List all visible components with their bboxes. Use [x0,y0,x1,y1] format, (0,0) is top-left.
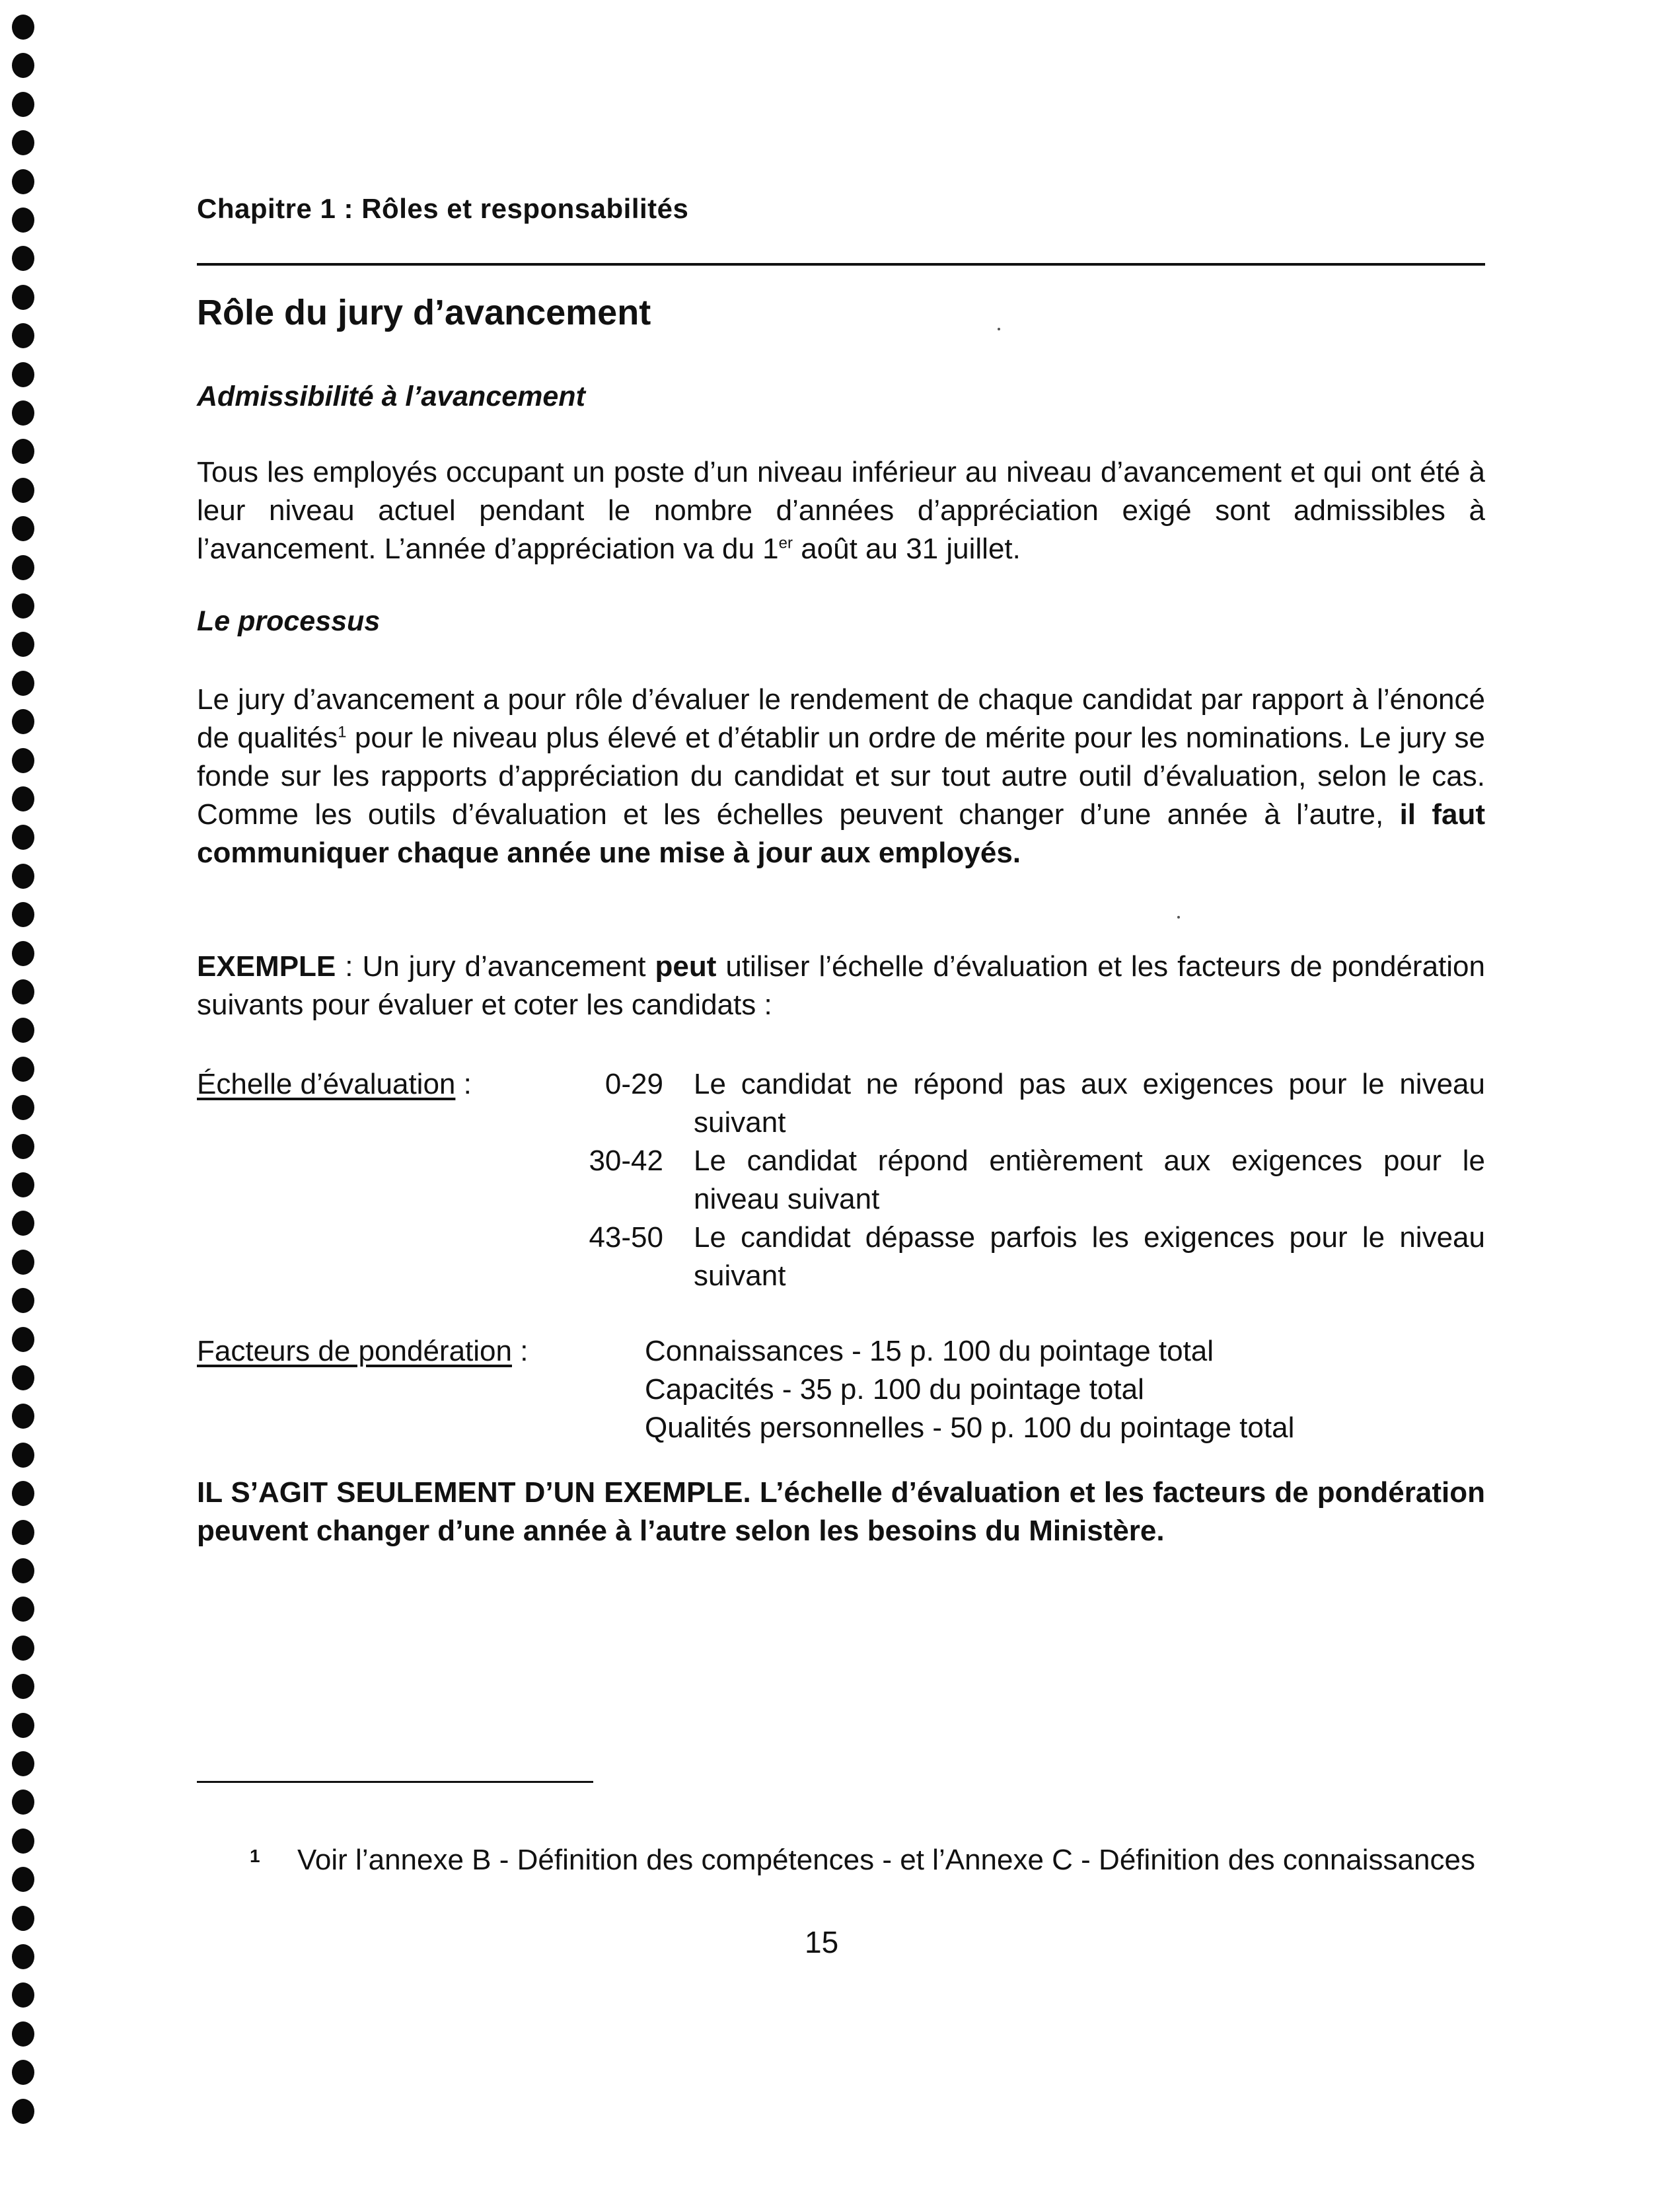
binding-hole [12,1211,34,1236]
binding-hole [12,1906,34,1931]
binding-hole [12,2021,34,2047]
binding-hole [12,53,34,78]
eligibility-text-1: Tous les employés occupant un poste d’un niveau inférieur au niveau d’avancement et qui ont été à leur niveau actuel pendant le nombre d’années d’appréciation exigé sont admissibles à l’avancement. L’année d’appréciation va du 1 [197,456,1485,565]
process-paragraph [197,681,1485,872]
binding-hole [12,1867,34,1892]
binding-hole [12,478,34,503]
example-text-bold: peut [655,950,717,983]
page-number: 15 [805,1925,839,1959]
binding-hole [12,92,34,117]
binding-hole [12,786,34,811]
binding-hole [12,748,34,773]
process-text-2: pour le niveau plus élevé et d’établir un ordre de mérite pour les nominations. Le jury se fonde sur les rapports d’appréciation du candidat et sur tout autre outil d’évaluation, selon le cas. Comme les outils d’évaluation et les échelles peuvent changer d’une année à l’autre, [197,722,1486,831]
footnote-reference: 1 [338,723,347,741]
binding-hole [12,1558,34,1583]
footnote-rule [197,1781,593,1783]
binding-hole [12,439,34,464]
rating-scale-description: Le candidat ne répond pas aux exigences pour le niveau suivant [694,1068,1485,1139]
rating-scale-label-text: Échelle d’évaluation [197,1068,456,1100]
binding-hole [12,709,34,734]
section-title: Rôle du jury d’avancement [197,293,651,332]
binding-hole [12,1944,34,1969]
binding-hole [12,671,34,696]
footnote-text: Voir l’annexe B - Définition des compétences - et l’Annexe C - Définition des connaissances [297,1844,1475,1876]
example-paragraph [197,948,1485,1024]
rating-scale-range: 0-29 [604,1068,663,1100]
binding-hole [12,1443,34,1468]
binding-hole [12,246,34,271]
rating-scale-description: Le candidat dépasse parfois les exigences pour le niveau suivant [694,1221,1485,1292]
eligibility-heading: Admissibilité à l’avancement [197,381,585,412]
disclaimer-paragraph: IL S’AGIT SEULEMENT D’UN EXEMPLE. L’échelle d’évaluation et les facteurs de pondération peuvent changer d’une année à l’autre selon les besoins du Ministère. [197,1476,1485,1547]
binding-hole [12,1713,34,1738]
scan-speck [998,328,1000,330]
weighting-label-text: Facteurs de pondération [197,1335,512,1367]
process-text-bold: il faut communiquer chaque année une mise à jour aux employés. [197,798,1485,869]
eligibility-text-2: août au 31 juillet. [792,533,1021,565]
scan-speck [1177,916,1180,919]
binding-hole [12,169,34,194]
binding-hole [12,400,34,426]
header-rule [197,263,1485,266]
chapter-heading: Chapitre 1 : Rôles et responsabilités [197,193,689,224]
eligibility-paragraph [197,453,1485,568]
binding-hole [12,979,34,1004]
weighting-item: Connaissances - 15 p. 100 du pointage total [645,1335,1214,1367]
binding-hole [12,1095,34,1120]
weighting-label [197,1332,528,1371]
weighting-item: Capacités - 35 p. 100 du pointage total [645,1373,1144,1406]
binding-hole [12,1018,34,1043]
binding-hole [12,825,34,850]
binding-hole [12,632,34,657]
example-label: EXEMPLE [197,950,336,983]
binding-hole [12,323,34,348]
footnote-marker: 1 [250,1846,260,1866]
binding-hole [12,1365,34,1390]
binding-hole [12,941,34,966]
binding-holes [0,0,46,2186]
binding-hole [12,555,34,580]
binding-hole [12,1481,34,1506]
process-heading: Le processus [197,605,381,637]
rating-scale-label [197,1065,472,1104]
weighting-label-suffix: : [511,1335,529,1367]
binding-hole [12,1674,34,1699]
example-text-2: utiliser l’échelle d’évaluation et les facteurs de pondération suivants pour évaluer et coter les candidats : [197,950,1485,1021]
binding-hole [12,593,34,619]
binding-hole [12,2060,34,2085]
binding-hole [12,1597,34,1622]
binding-hole [12,130,34,155]
rating-scale-description: Le candidat répond entièrement aux exigences pour le niveau suivant [694,1145,1485,1215]
binding-hole [12,1828,34,1854]
binding-hole [12,2099,34,2124]
binding-hole [12,207,34,233]
binding-hole [12,1404,34,1429]
binding-hole [12,1520,34,1545]
binding-hole [12,864,34,889]
binding-hole [12,1790,34,1815]
weighting-list [645,1332,1294,1447]
eligibility-superscript: er [778,534,793,552]
binding-hole [12,1982,34,2008]
weighting-item: Qualités personnelles - 50 p. 100 du pointage total [645,1412,1295,1444]
rating-scale-range: 30-42 [589,1145,663,1177]
binding-hole [12,1288,34,1313]
binding-hole [12,1327,34,1352]
binding-hole [12,285,34,310]
binding-hole [12,1134,34,1159]
binding-hole [12,362,34,387]
binding-hole [12,1636,34,1661]
rating-scale-range: 43-50 [589,1221,663,1254]
process-text-1: Le jury d’avancement a pour rôle d’évaluer le rendement de chaque candidat par rapport à l’énoncé de qualités [197,683,1485,754]
binding-hole [12,516,34,541]
example-text-1: : Un jury d’avancement [336,950,655,983]
binding-hole [12,1057,34,1082]
binding-hole [12,1751,34,1776]
binding-hole [12,15,34,40]
rating-scale-label-suffix: : [455,1068,472,1100]
binding-hole [12,1250,34,1275]
binding-hole [12,902,34,927]
binding-hole [12,1172,34,1197]
